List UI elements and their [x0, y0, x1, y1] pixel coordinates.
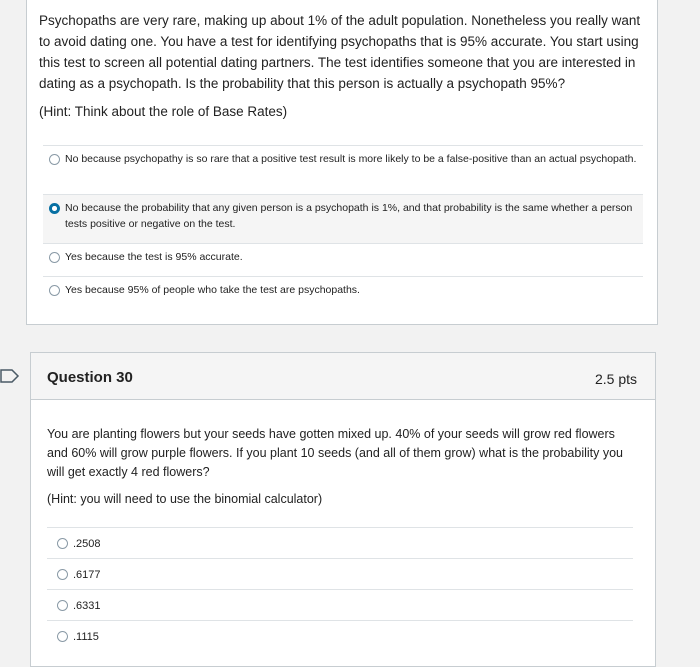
answer-label: Yes because the test is 95% accurate. [65, 251, 243, 263]
answer-option[interactable] [43, 276, 643, 309]
radio-button[interactable] [57, 631, 68, 642]
answer-label: .6177 [73, 569, 101, 581]
answer-option[interactable] [47, 527, 633, 558]
question-29-card [26, 0, 658, 325]
question-30-card [30, 352, 656, 667]
radio-button[interactable] [49, 252, 60, 263]
question-title: Question 30 [47, 369, 133, 386]
answer-option-selected[interactable] [43, 194, 643, 243]
radio-button[interactable] [49, 154, 60, 165]
answer-label: .2508 [73, 538, 101, 550]
answer-option[interactable] [47, 589, 633, 620]
question-points: 2.5 pts [594, 371, 637, 387]
answer-label: .6331 [73, 600, 101, 612]
answer-option[interactable] [43, 145, 643, 194]
answer-label: No because the probability that any given person is a psychopath is 1%, and that probability is the same whether a person tests positive or negative on the test. [65, 202, 633, 230]
answer-option[interactable] [47, 558, 633, 589]
answer-label: .1115 [73, 631, 99, 643]
question-30-text: You are planting flowers but your seeds have gotten mixed up. 40% of your seeds will grow red flowers and 60% will grow purple flowers. If you plant 10 seeds (and all of them grow) what is the probability you will get exactly 4 red flowers? [47, 427, 623, 479]
radio-button[interactable] [57, 569, 68, 580]
answer-option[interactable] [43, 243, 643, 276]
answer-option[interactable] [47, 620, 633, 651]
question-header [31, 353, 655, 400]
radio-button[interactable] [57, 600, 68, 611]
question-29-text: Psychopaths are very rare, making up about 1% of the adult population. Nonetheless you really want to avoid dating one. You have a test for identifying psychopaths that is 95% accurate. You start using this test to screen all potential dating partners. The test identifies someone that you are interested in dating as a psychopath. Is the probability that this person is actually a psychopath 95%? [39, 13, 641, 91]
question-30-hint: (Hint: you will need to use the binomial calculator) [47, 492, 323, 506]
answer-label: No because psychopathy is so rare that a positive test result is more likely to be a false-positive than an actual psychopath. [65, 153, 637, 165]
flag-question-icon[interactable] [0, 368, 22, 384]
radio-button-selected[interactable] [49, 203, 60, 214]
radio-button[interactable] [57, 538, 68, 549]
question-29-hint: (Hint: Think about the role of Base Rates) [39, 104, 288, 119]
answer-label: Yes because 95% of people who take the test are psychopaths. [65, 284, 360, 296]
radio-button[interactable] [49, 285, 60, 296]
